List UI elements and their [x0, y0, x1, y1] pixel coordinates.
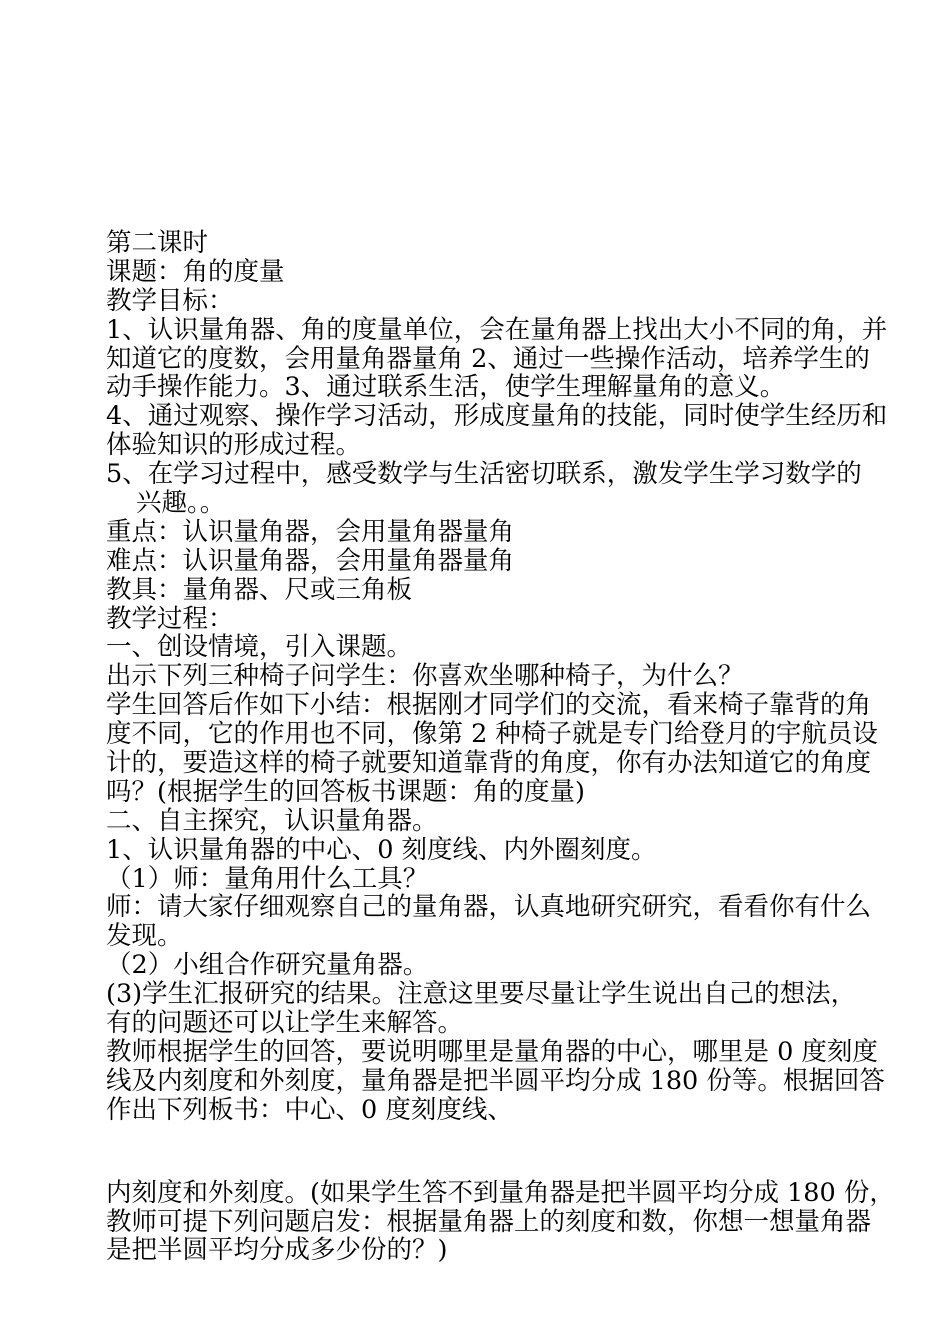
paragraph-line: 师：请大家仔细观察自己的量角器，认真地研究研究，看看你有什么 — [106, 892, 872, 923]
paragraph-line: 学生回答后作如下小结：根据刚才同学们的交流，看来椅子靠背的角 — [106, 690, 872, 721]
objective-line: 兴趣。。 — [136, 488, 226, 519]
paragraph-line: 内刻度和外刻度。(如果学生答不到量角器是把半圆平均分成 180 份， — [106, 1177, 895, 1208]
objective-line: 1、认识量角器、角的度量单位，会在量角器上找出大小不同的角，并 — [106, 314, 888, 345]
paragraph-line: 线及内刻度和外刻度，量角器是把半圆平均分成 180 份等。根据回答 — [106, 1065, 885, 1096]
paragraph-line: 出示下列三种椅子问学生：你喜欢坐哪种椅子，为什么？ — [106, 661, 744, 692]
objective-line: 动手操作能力。3、通过联系生活，使学生理解量角的意义。 — [106, 372, 786, 403]
blank-gap — [106, 1125, 858, 1179]
objective-line: 知道它的度数，会用量角器量角 2、通过一些操作活动，培养学生的 — [106, 343, 870, 374]
objective-line: 体验知识的形成过程。 — [106, 430, 362, 461]
lesson-number: 第二课时 — [106, 228, 209, 258]
section-heading: 二、自主探究，认识量角器。 — [106, 805, 438, 836]
paragraph-line: 教师根据学生的回答，要说明哪里是量角器的中心，哪里是 0 度刻度 — [106, 1036, 878, 1067]
paragraph-line: 是把半圆平均分成多少份的？) — [106, 1235, 448, 1266]
objective-line: 5、在学习过程中，感受数学与生活密切联系，激发学生学习数学的 — [106, 459, 862, 490]
lesson-plan-text — [106, 228, 895, 1266]
paragraph-line: 计的，要造这样的椅子就要知道靠背的角度，你有办法知道它的角度 — [106, 748, 872, 779]
paragraph-line: （1）师：量角用什么工具？ — [106, 863, 429, 894]
paragraph-line: 吗？(根据学生的回答板书课题：角的度量) — [106, 776, 585, 807]
paragraph-line: （2）小组合作研究量角器。 — [106, 950, 429, 981]
paragraph-line: 发现。 — [106, 921, 183, 952]
teaching-aids: 教具：量角器、尺或三角板 — [106, 574, 413, 605]
paragraph-line: 1、认识量角器的中心、0 刻度线、内外圈刻度。 — [106, 834, 657, 865]
paragraph-line: 度不同，它的作用也不同，像第 2 种椅子就是专门给登月的宇航员设 — [106, 719, 878, 750]
lesson-topic: 课题：角的度量 — [106, 256, 285, 287]
key-point: 重点：认识量角器，会用量角器量角 — [106, 516, 515, 547]
paragraph-line: 有的问题还可以让学生来解答。 — [106, 1008, 464, 1039]
section-heading: 一、创设情境，引入课题。 — [106, 632, 413, 663]
paragraph-line: 教师可提下列问题启发：根据量角器上的刻度和数，你想一想量角器 — [106, 1206, 872, 1237]
objective-line: 4、通过观察、操作学习活动，形成度量角的技能，同时使学生经历和 — [106, 401, 888, 432]
difficulty-point: 难点：认识量角器，会用量角器量角 — [106, 545, 515, 576]
paragraph-line: (3)学生汇报研究的结果。注意这里要尽量让学生说出自己的想法， — [106, 979, 857, 1010]
paragraph-line: 作出下列板书：中心、0 度刻度线、 — [106, 1094, 513, 1125]
objectives-heading: 教学目标： — [106, 285, 234, 316]
process-heading: 教学过程： — [106, 603, 234, 634]
